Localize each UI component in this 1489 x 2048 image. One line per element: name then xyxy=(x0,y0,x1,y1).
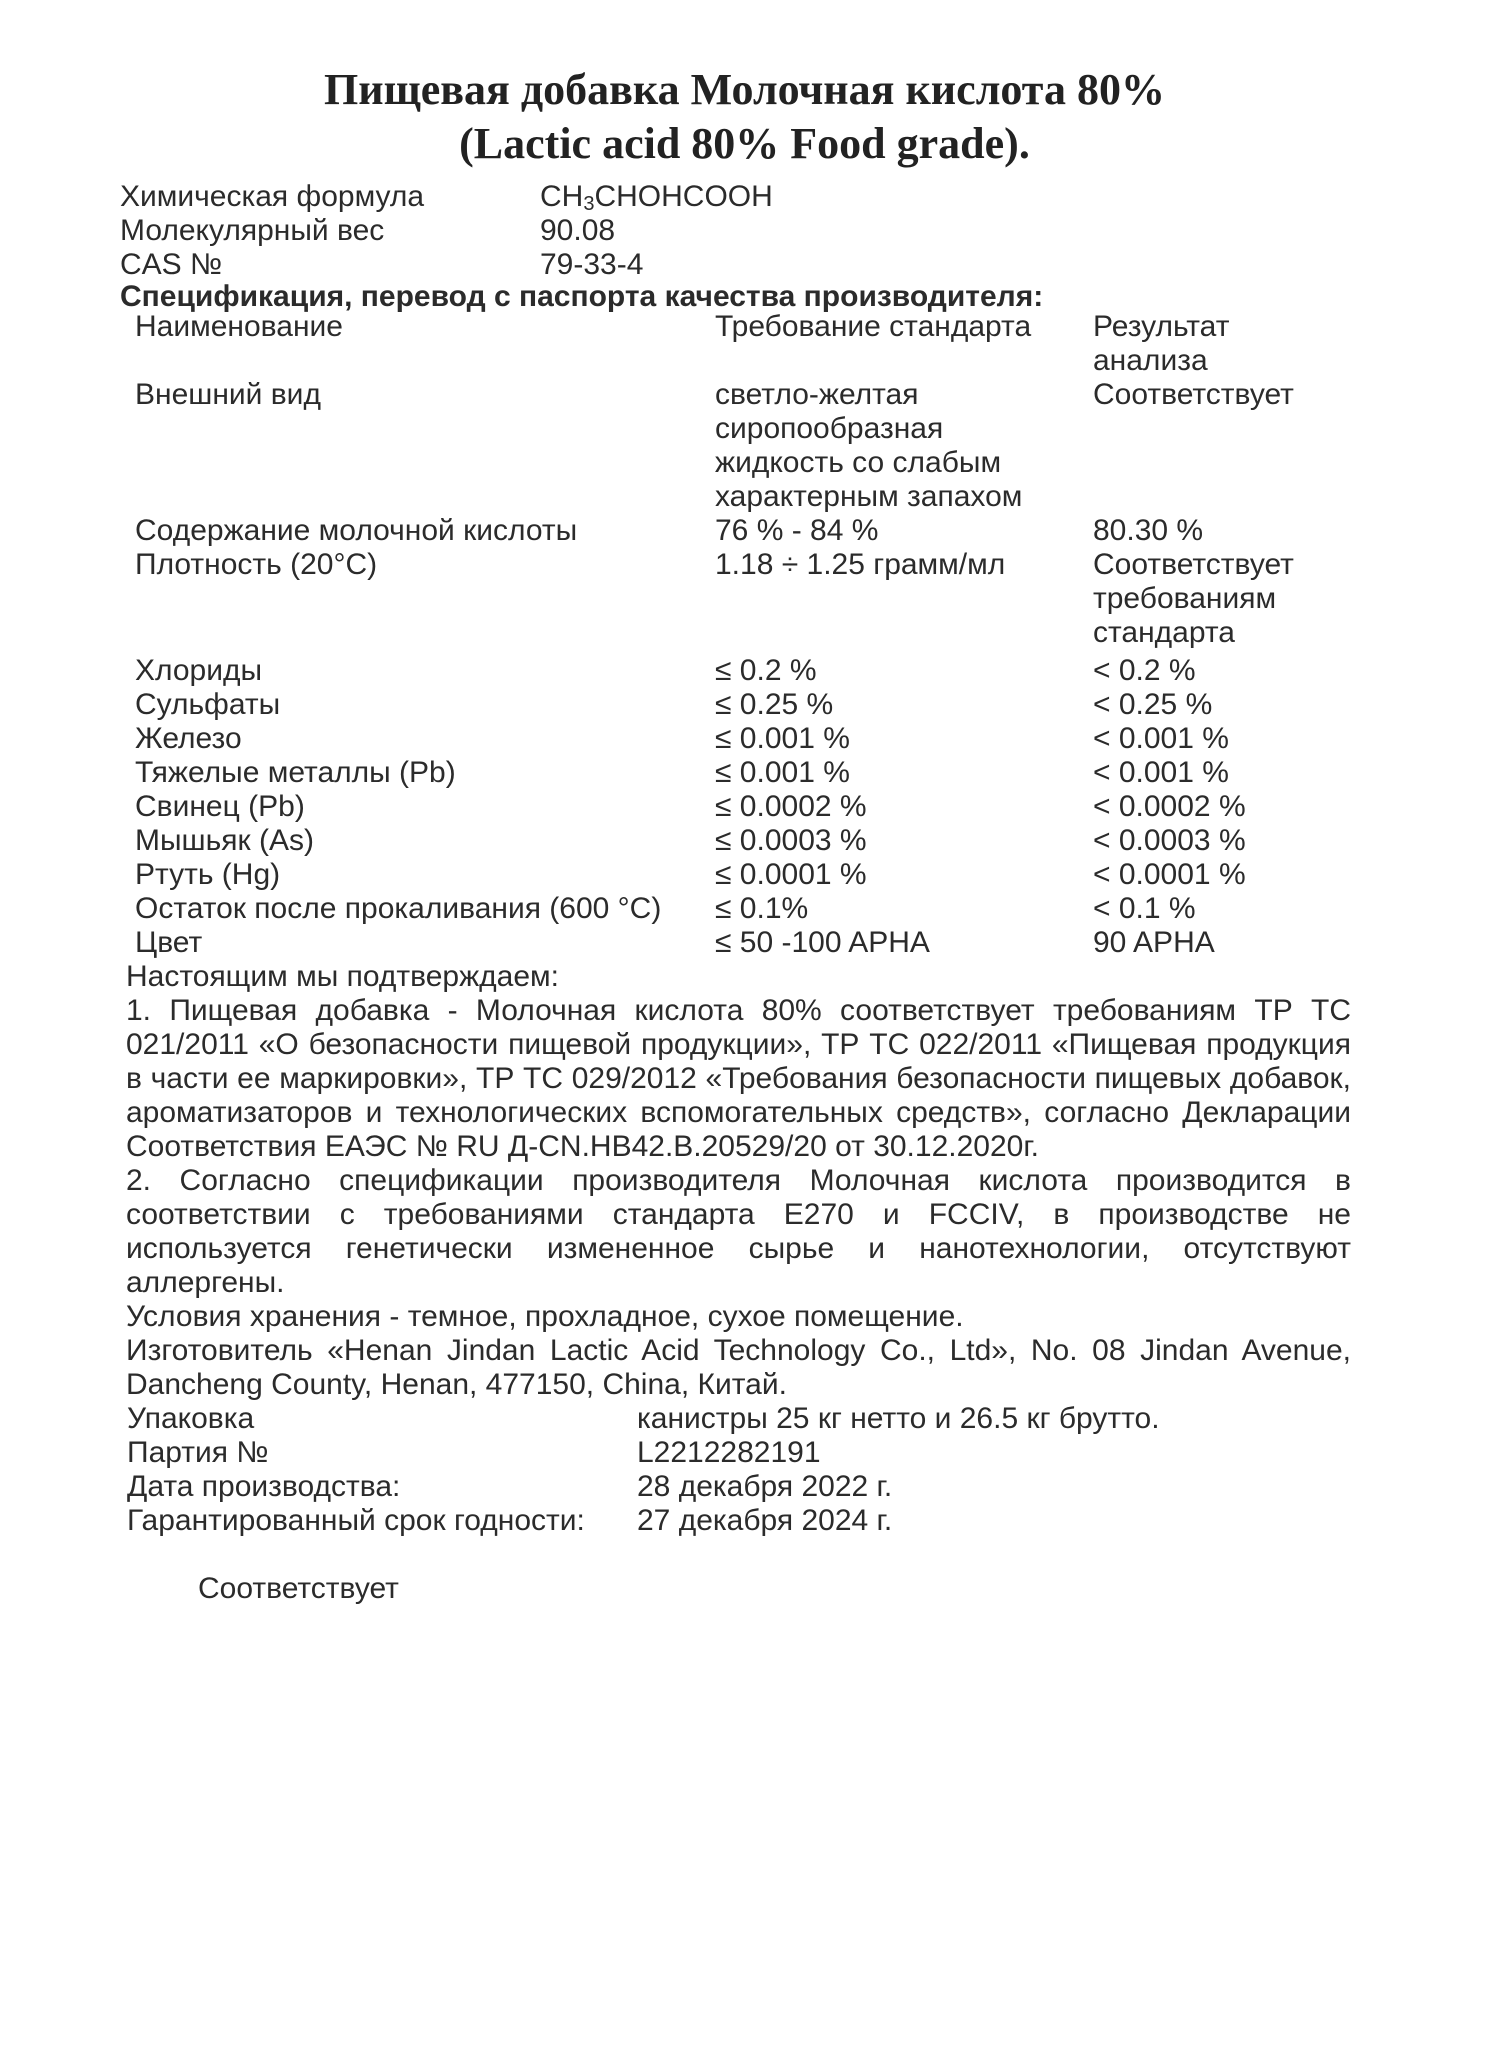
manufacturer-info: Изготовитель «Henan Jindan Lactic Acid Technology Co., Ltd», No. 08 Jindan Avenue, Dancheng County, Henan, 477150, China, Китай. xyxy=(126,1334,1351,1401)
packaging-label: Упаковка xyxy=(127,1402,255,1435)
table-cell-standard: ≤ 50 -100 APHA xyxy=(715,926,930,959)
storage-conditions: Условия хранения - темное, прохладное, сухое помещение. xyxy=(126,1300,964,1333)
molecular-weight-label: Молекулярный вес xyxy=(120,214,385,247)
molecular-weight-value: 90.08 xyxy=(540,214,616,247)
table-cell-standard: ≤ 0.001 % xyxy=(715,722,850,755)
table-cell-standard: ≤ 0.0001 % xyxy=(715,858,867,891)
production-date-row xyxy=(0,1470,1489,1504)
batch-row xyxy=(0,1436,1489,1470)
document-title-line1: Пищевая добавка Молочная кислота 80% xyxy=(324,65,1165,114)
table-cell-name: Свинец (Pb) xyxy=(135,790,305,823)
table-cell-standard: ≤ 0.0002 % xyxy=(715,790,867,823)
table-header-standard: Требование стандарта xyxy=(715,310,1032,343)
table-cell-standard: ≤ 0.2 % xyxy=(715,654,817,687)
table-cell-name: Хлориды xyxy=(135,654,263,687)
table-cell-standard: ≤ 0.001 % xyxy=(715,756,850,789)
chemical-formula-label: Химическая формула xyxy=(120,180,425,213)
document-title-line2: (Lactic acid 80% Food grade). xyxy=(459,119,1030,168)
table-cell-name: Сульфаты xyxy=(135,688,281,721)
chemical-formula-row xyxy=(0,180,1489,214)
production-date-label: Дата производства: xyxy=(127,1470,401,1503)
spec-heading: Спецификация, перевод с паспорта качества производителя: xyxy=(120,280,1044,313)
table-cell-standard: 1.18 ÷ 1.25 грамм/мл xyxy=(715,548,1006,581)
table-cell-result: Соответствует xyxy=(1093,378,1294,411)
cas-value: 79-33-4 xyxy=(540,248,644,281)
table-cell-standard: светло-желтая сиропообразная жидкость со слабым характерным запахом xyxy=(715,378,1023,513)
molecular-weight-row xyxy=(0,214,1489,248)
table-cell-name: Внешний вид xyxy=(135,378,321,411)
table-cell-name: Плотность (20°С) xyxy=(135,548,378,581)
table-cell-standard: ≤ 0.1% xyxy=(715,892,809,925)
confirmation-paragraph-2: 2. Согласно спецификации производителя Молочная кислота производится в соответствии с требованиями стандарта E270 и FCCIV, в производстве не используется генетически измененное сырье и нанотехнологии, отсутствуют аллергены. xyxy=(126,1164,1351,1299)
batch-value: L2212282191 xyxy=(637,1436,821,1469)
shelf-life-label: Гарантированный срок годности: xyxy=(127,1504,585,1537)
shelf-life-value: 27 декабря 2024 г. xyxy=(637,1504,893,1537)
table-header-name: Наименование xyxy=(135,310,343,343)
table-cell-result: 90 APHA xyxy=(1093,926,1215,959)
table-cell-result: < 0.25 % xyxy=(1093,688,1213,721)
batch-label: Партия № xyxy=(127,1436,269,1469)
packaging-value: канистры 25 кг нетто и 26.5 кг брутто. xyxy=(637,1402,1160,1435)
table-cell-result: < 0.0003 % xyxy=(1093,824,1246,857)
confirmation-paragraph-1: 1. Пищевая добавка - Молочная кислота 80% соответствует требованиям ТР ТС 021/2011 «О безопасности пищевой продукции», ТР ТС 022/2011 «Пищевая продукция в части ее маркировки», ТР ТС 029/2012 «Требования безопасности пищевых добавок, ароматизаторов и технологических вспомогательных средств», согласно Декларации Соответствия ЕАЭС № RU Д-CN.НВ42.В.20529/20 от 30.12.2020г. xyxy=(126,994,1351,1163)
table-cell-name: Тяжелые металлы (Pb) xyxy=(135,756,456,789)
table-header-result: Результат анализа xyxy=(1093,310,1230,377)
chemical-formula-value: CH3CHOHCOOH xyxy=(540,180,773,215)
table-cell-name: Цвет xyxy=(135,926,203,959)
cas-row xyxy=(0,248,1489,282)
cas-label: CAS № xyxy=(120,248,223,281)
confirm-heading: Настоящим мы подтверждаем: xyxy=(126,960,559,993)
table-cell-result: < 0.001 % xyxy=(1093,722,1229,755)
table-cell-name: Ртуть (Hg) xyxy=(135,858,281,891)
table-cell-result: < 0.1 % xyxy=(1093,892,1196,925)
table-cell-name: Железо xyxy=(135,722,242,755)
table-cell-name: Мышьяк (As) xyxy=(135,824,314,857)
table-cell-standard: 76 % - 84 % xyxy=(715,514,879,547)
footer-note: Соответствует xyxy=(198,1572,399,1605)
shelf-life-row xyxy=(0,1504,1489,1538)
packaging-row xyxy=(0,1402,1489,1436)
table-cell-result: 80.30 % xyxy=(1093,514,1204,547)
table-cell-standard: ≤ 0.25 % xyxy=(715,688,834,721)
table-cell-result: < 0.001 % xyxy=(1093,756,1229,789)
table-cell-result: < 0.0002 % xyxy=(1093,790,1246,823)
table-cell-result: Соответствует требованиям стандарта xyxy=(1093,548,1294,649)
table-cell-name: Содержание молочной кислоты xyxy=(135,514,578,547)
table-cell-result: < 0.0001 % xyxy=(1093,858,1246,891)
table-cell-result: < 0.2 % xyxy=(1093,654,1196,687)
table-cell-name: Остаток после прокаливания (600 °С) xyxy=(135,892,662,925)
production-date-value: 28 декабря 2022 г. xyxy=(637,1470,893,1503)
table-cell-standard: ≤ 0.0003 % xyxy=(715,824,867,857)
